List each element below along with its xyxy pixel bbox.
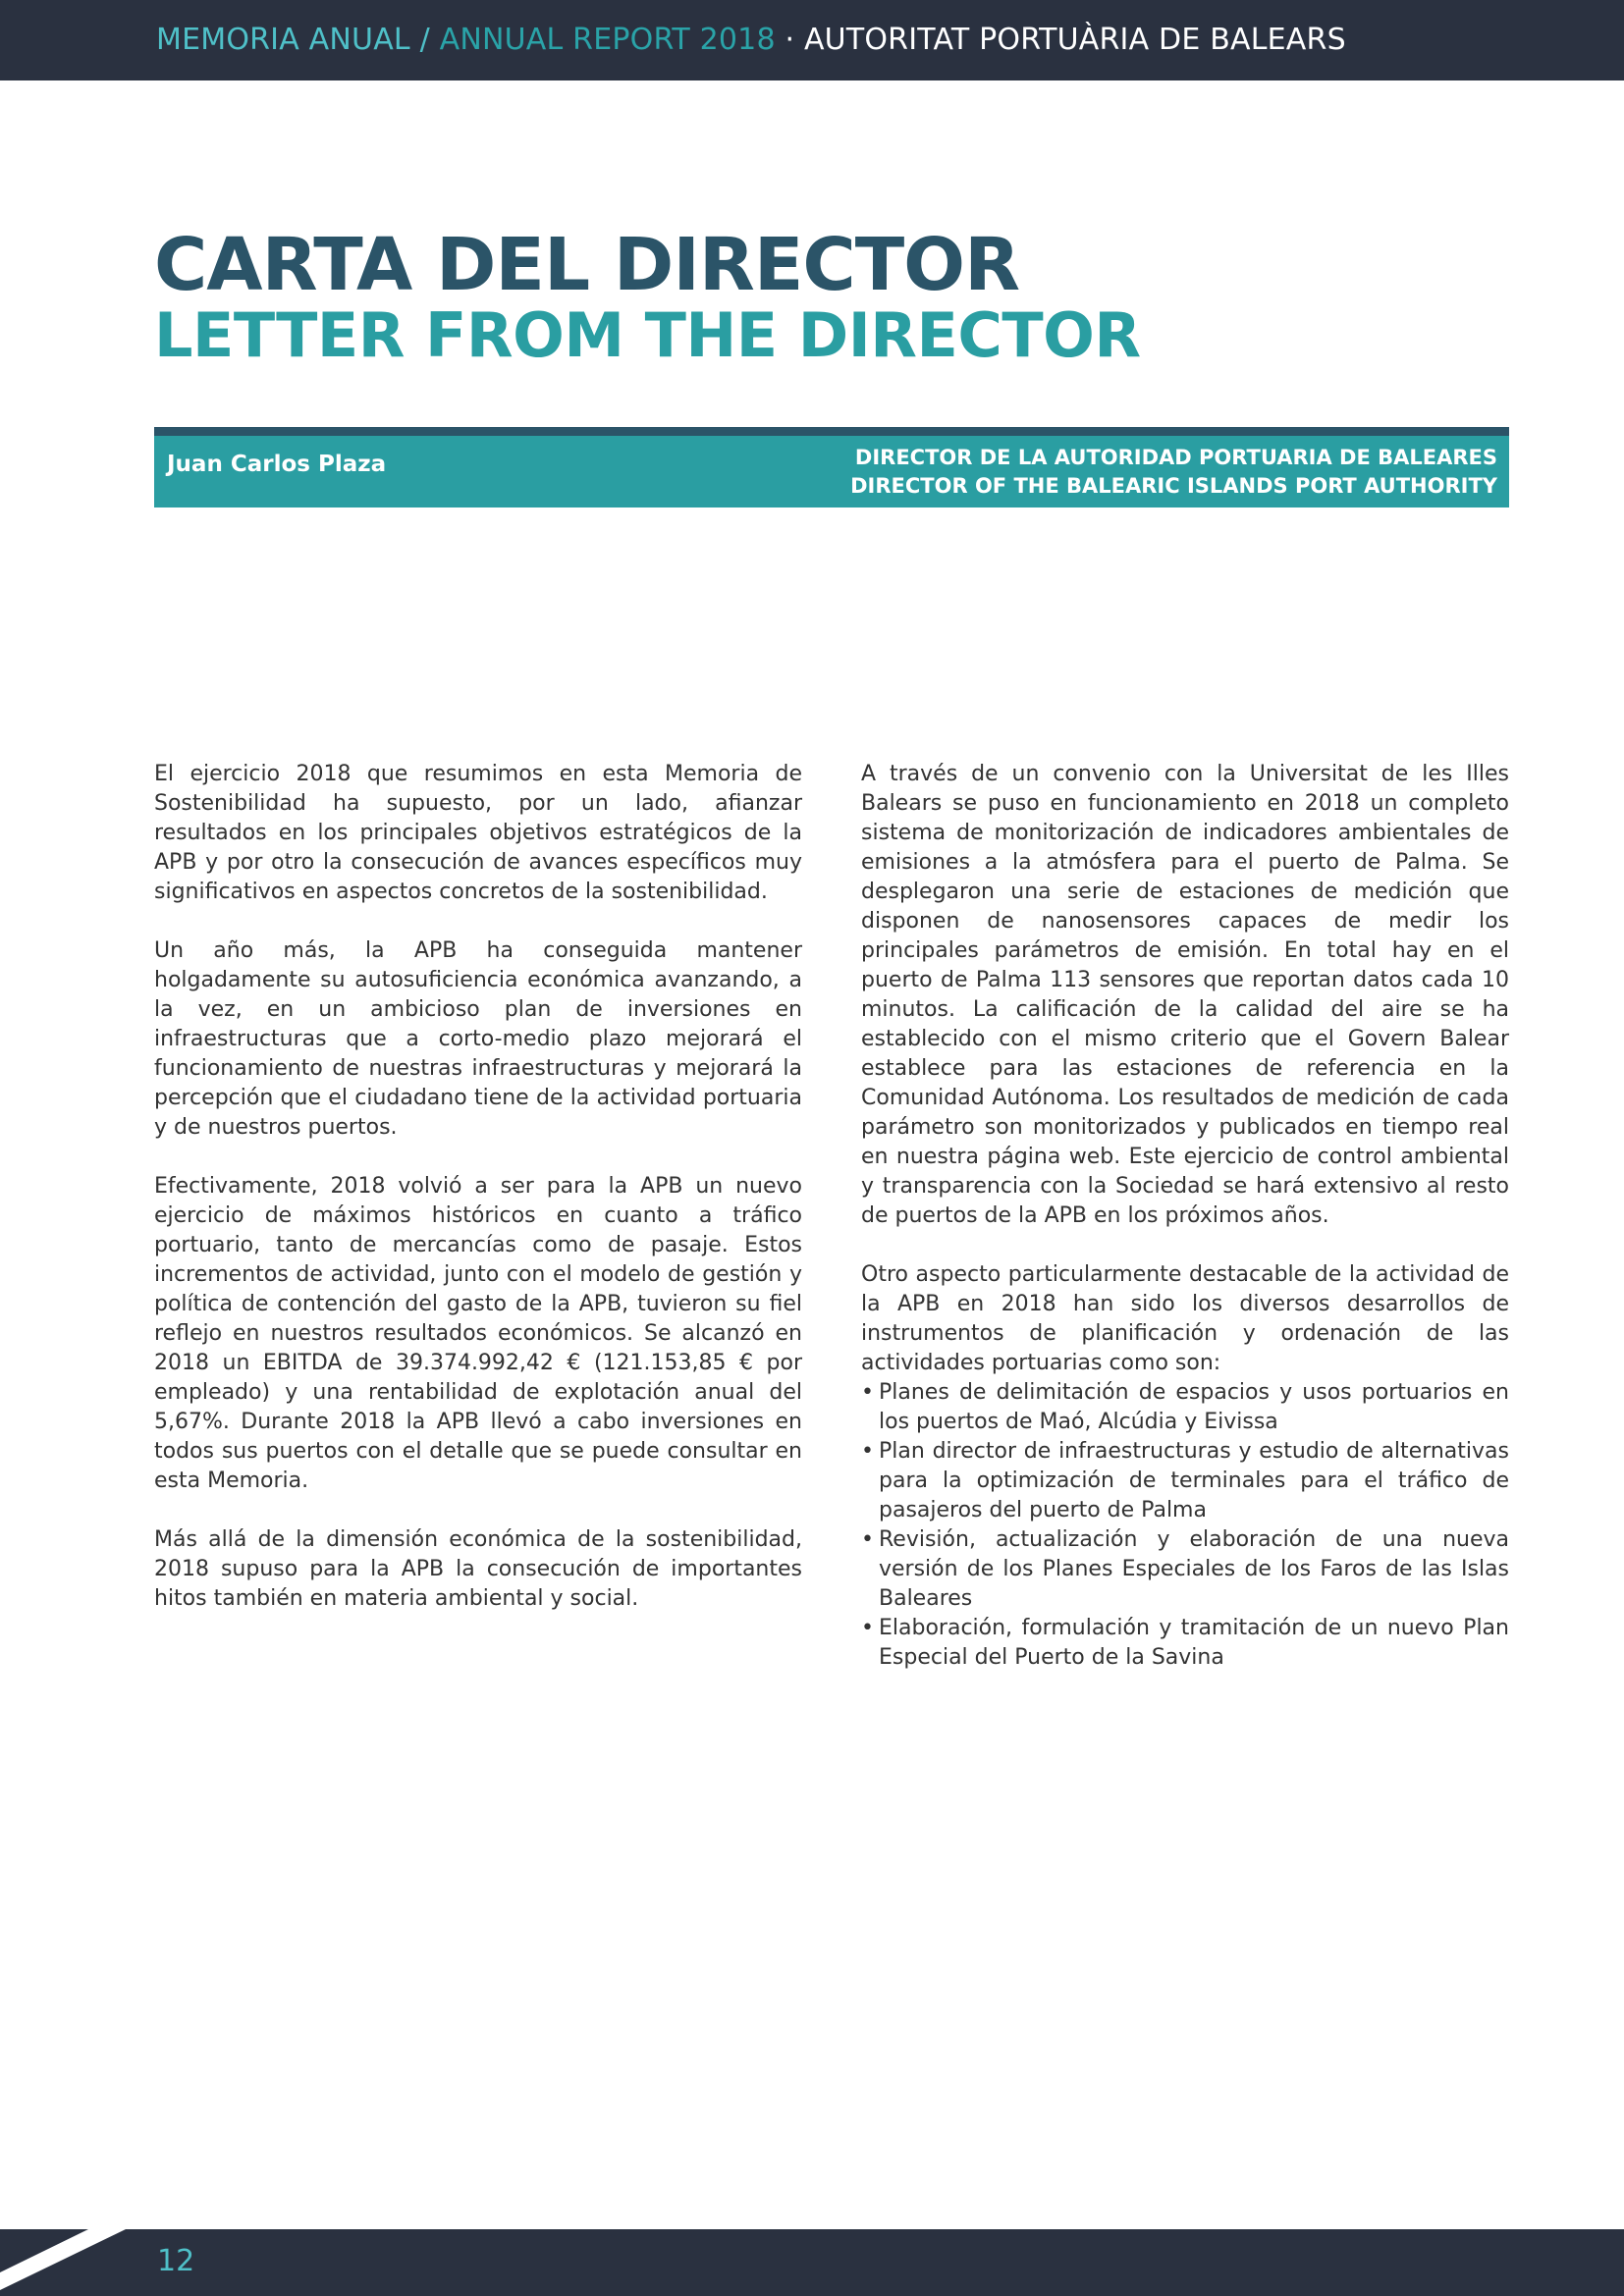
paragraph: Efectivamente, 2018 volvió a ser para la APB un nuevo ejercicio de máximos históricos en cuanto a tráfico portuario, tanto de mercancías como de pasaje. Estos incrementos de actividad, junto con el modelo de gestión y política de contención del gasto de la APB, tuvieron su fiel reflejo en nuestros resultados económicos. Se alcanzó en 2018 un EBITDA de 39.374.992,42 € (121.153,85 € por empleado) y una rentabilidad de explotación anual del 5,67%. Durante 2018 la APB llevó a cabo inversiones en todos sus puertos con el detalle que se puede consultar en esta Memoria. [154,1174,802,1493]
white-stripe [0,2229,126,2290]
list-item [861,1614,1509,1673]
bullet-icon: • [861,1439,874,1464]
right-text-column [861,760,1509,1673]
author-role [850,444,1497,501]
author-bar [154,427,1509,507]
header-authority-name: · AUTORITAT PORTUÀRIA DE BALEARS [775,23,1346,57]
list-item [861,1525,1509,1614]
list-item [861,1378,1509,1437]
list-item-text: Planes de delimitación de espacios y usos portuarios en los puertos de Maó, Alcúdia y Eivissa [879,1380,1509,1434]
page-title-spanish: CARTA DEL DIRECTOR [154,223,1020,307]
header-annual-report: ANNUAL REPORT 2018 [439,23,776,57]
author-role-english: DIRECTOR OF THE BALEARIC ISLANDS PORT AUTHORITY [850,474,1497,498]
list-item [861,1437,1509,1525]
bullet-icon: • [861,1616,874,1640]
author-name: Juan Carlos Plaza [167,452,387,477]
paragraph: Más allá de la dimensión económica de la sostenibilidad, 2018 supuso para la APB la consecución de importantes hitos también en materia ambiental y social. [154,1527,802,1611]
running-header [156,22,1346,59]
paragraph: Un año más, la APB ha conseguida mantener holgadamente su autosuficiencia económica avanzando, a la vez, en un ambicioso plan de inversiones en infraestructuras que a corto-medio plazo mejorará el funcionamiento de nuestras infraestructuras y mejorará la percepción que el ciudadano tiene de la actividad portuaria y de nuestros puertos. [154,938,802,1140]
paragraph: Otro aspecto particularmente destacable de la actividad de la APB en 2018 han sido los diversos desarrollos de instrumentos de planificación y ordenación de las actividades portuarias como son: [861,1262,1509,1375]
bullet-icon: • [861,1527,874,1552]
footer-bar [0,2229,1624,2296]
header-memoria-anual: MEMORIA ANUAL / [156,23,440,57]
list-item-text: Elaboración, formulación y tramitación de un nuevo Plan Especial del Puerto de la Savina [879,1616,1509,1670]
paragraph: A través de un convenio con la Universitat de les Illes Balears se puso en funcionamiento en 2018 un completo sistema de monitorización de indicadores ambientales de emisiones a la atmósfera para el puerto de Palma. Se desplegaron una serie de estaciones de medición que disponen de nanosensores capaces de medir los principales parámetros de emisión. En total hay en el puerto de Palma 113 sensores que reportan datos cada 10 minutos. La calificación de la calidad del aire se ha establecido con el mismo criterio que el Govern Balear establece para las estaciones de referencia en la Comunidad Autónoma. Los resultados de medición de cada parámetro son monitorizados y publicados en tiempo real en nuestra página web. Este ejercicio de control ambiental y transparencia con la Sociedad se hará extensivo al resto de puertos de la APB en los próximos años. [861,762,1509,1228]
left-text-column [154,760,802,1643]
list-item-text: Plan director de infraestructuras y estudio de alternativas para la optimización de terminales para el tráfico de pasajeros del puerto de Palma [879,1439,1509,1522]
bullet-icon: • [861,1380,874,1405]
author-role-spanish: DIRECTOR DE LA AUTORIDAD PORTUARIA DE BALEARES [854,446,1497,469]
top-header-bar [0,0,1624,80]
page-title-english: LETTER FROM THE DIRECTOR [154,299,1141,371]
bullet-list [861,1378,1509,1673]
diagonal-stripe-decoration [0,2229,1624,2296]
list-item-text: Revisión, actualización y elaboración de una nueva versión de los Planes Especiales de los Faros de las Islas Baleares [879,1527,1509,1611]
page-number: 12 [157,2244,195,2278]
paragraph: El ejercicio 2018 que resumimos en esta Memoria de Sostenibilidad ha supuesto, por un lado, afianzar resultados en los principales objetivos estratégicos de la APB y por otro la consecución de avances específicos muy significativos en aspectos concretos de la sostenibilidad. [154,762,802,904]
